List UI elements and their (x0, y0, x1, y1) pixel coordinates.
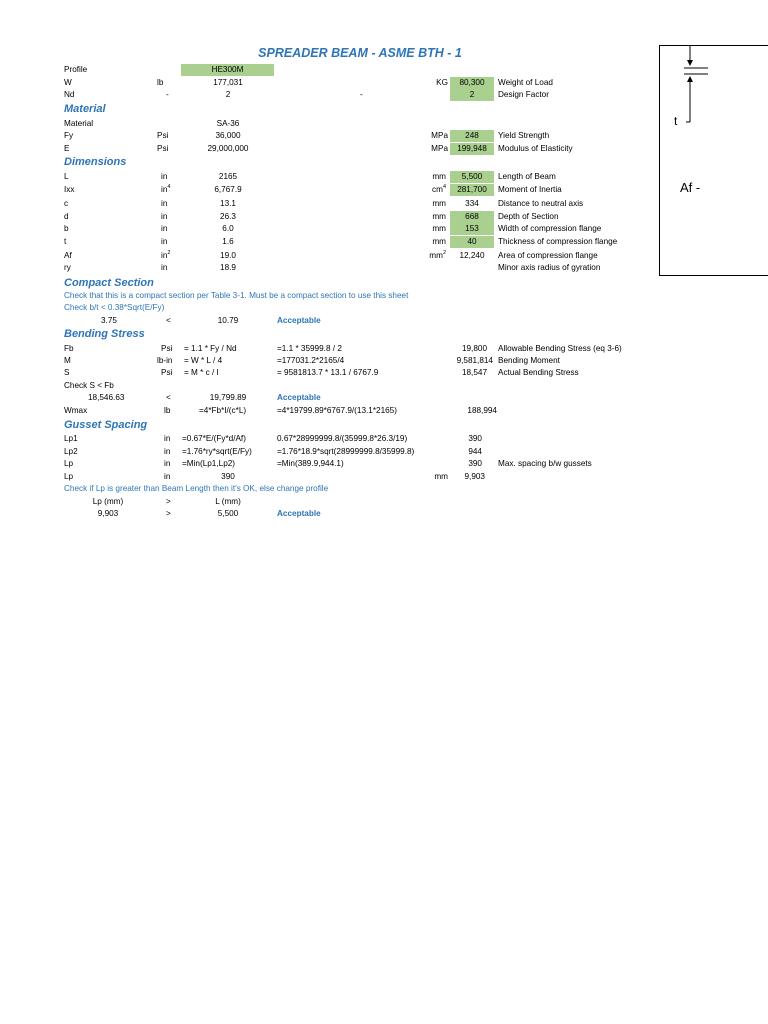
dim-desc (498, 184, 562, 196)
dimensions-heading: Dimensions (64, 156, 127, 168)
w-unit: lb (157, 78, 164, 87)
dim-si-value[interactable] (450, 236, 494, 248)
dim-si-unit (420, 250, 446, 262)
dim-value (190, 211, 266, 223)
nd-si-value[interactable]: 2 (450, 89, 494, 101)
e-label: E (64, 144, 70, 153)
dim-desc (498, 250, 598, 262)
dim-label (64, 236, 66, 248)
dim-unit-text: in (161, 185, 168, 194)
dim-desc-text: Length of Beam (498, 172, 556, 181)
dim-si-unit (420, 262, 446, 274)
dim-label (64, 171, 69, 183)
dim-unit-text: in (161, 212, 168, 221)
w-value: 177,031 (213, 78, 243, 87)
nd-mid: - (360, 90, 363, 99)
dim-si-value[interactable] (450, 184, 494, 196)
lp-value: 390 (468, 459, 482, 468)
dim-si-unit-sup: 2 (442, 250, 446, 256)
material-heading: Material (64, 103, 106, 115)
wmax-unit: lb (164, 406, 171, 415)
check-s-fb-result: Acceptable (277, 393, 321, 402)
s-formula: = M * c / I (184, 368, 219, 377)
m-label: M (64, 356, 71, 365)
profile-label: Profile (64, 65, 88, 74)
gusset-op: > (166, 509, 171, 518)
fy-label: Fy (64, 131, 74, 140)
dim-si-unit (420, 236, 446, 248)
dim-unit-text: in (161, 263, 168, 272)
lp-mm-value: 9,903 (464, 472, 485, 481)
w-label: W (64, 78, 72, 87)
dim-value-text: 26.3 (220, 212, 236, 221)
lp-desc: Max. spacing b/w gussets (498, 459, 592, 468)
dim-desc-text: Minor axis radius of gyration (498, 263, 601, 272)
material-label: Material (64, 119, 94, 128)
compact-lhs: 3.75 (101, 316, 117, 325)
nd-desc: Design Factor (498, 90, 549, 99)
compact-heading: Compact Section (64, 277, 154, 289)
dim-si-unit (420, 184, 446, 196)
fy-si-value[interactable]: 248 (450, 130, 494, 142)
lp-mm-si-unit: mm (434, 472, 448, 481)
dim-si-unit-text: mm (432, 237, 446, 246)
dim-si-unit-text: mm (432, 224, 446, 233)
m-value: 9,581,814 (456, 356, 493, 365)
dim-label (64, 223, 69, 235)
dim-label (64, 250, 72, 262)
fb-formula: = 1.1 * Fy / Nd (184, 344, 237, 353)
w-desc: Weight of Load (498, 78, 553, 87)
gusset-lhs: 9,903 (97, 509, 119, 518)
dim-unit-sup: 2 (167, 250, 171, 256)
t-label: t (674, 114, 678, 128)
lp1-unit: in (164, 434, 171, 443)
dim-unit-sup: 4 (167, 184, 171, 190)
lp2-value: 944 (468, 447, 482, 456)
dim-value (190, 223, 266, 235)
dim-label-text: d (64, 212, 69, 221)
dim-value-text: 13.1 (220, 199, 236, 208)
dim-si-unit (420, 223, 446, 235)
m-formula: = W * L / 4 (184, 356, 223, 365)
material-value: SA-36 (216, 119, 240, 128)
fb-calc: =1.1 * 35999.8 / 2 (277, 344, 342, 353)
e-si-unit: MPa (431, 144, 448, 153)
e-si-value[interactable]: 199,948 (450, 143, 494, 155)
dim-desc (498, 211, 559, 223)
fb-unit: Psi (161, 344, 173, 353)
dim-label (64, 198, 68, 210)
lp-mm-formula: 390 (221, 472, 235, 481)
s-unit: Psi (161, 368, 173, 377)
dim-value-text: 2165 (218, 172, 238, 181)
fb-desc: Allowable Bending Stress (eq 3-6) (498, 344, 622, 353)
lp2-formula: =1.76*ry*sqrt(E/Fy) (182, 447, 252, 456)
fb-value: 19,800 (461, 344, 487, 353)
dim-si-value-text: 281,700 (457, 185, 487, 194)
wmax-formula: =4*Fb*I/(c*L) (199, 406, 247, 415)
dim-unit (161, 211, 167, 223)
dim-si-unit (420, 171, 446, 183)
dim-label (64, 262, 71, 274)
gusset-rhs: 5,500 (217, 509, 239, 518)
dim-desc (498, 198, 583, 210)
e-unit: Psi (157, 144, 169, 153)
af-label: Af - (680, 180, 701, 195)
lp2-unit: in (164, 447, 171, 456)
dim-unit-text: in (161, 199, 168, 208)
dim-si-value-text: 40 (467, 237, 477, 246)
check-s-fb-op: < (166, 393, 171, 402)
gusset-hdr-op: > (166, 497, 171, 506)
dim-si-unit-text: mm (432, 199, 446, 208)
dim-value (190, 262, 266, 274)
dim-desc (498, 262, 600, 274)
dim-value (190, 250, 266, 262)
lp-mm-label: Lp (64, 472, 74, 481)
dim-value (190, 236, 266, 248)
bending-heading: Bending Stress (64, 328, 145, 340)
dim-unit (161, 184, 170, 196)
lp1-formula: =0.67*E/(Fy*d/Af) (182, 434, 246, 443)
dim-si-value[interactable] (450, 223, 494, 235)
m-desc: Bending Moment (498, 356, 560, 365)
dim-unit-text: in (161, 251, 168, 260)
dim-desc (498, 171, 556, 183)
dim-value-text: 18.9 (220, 263, 236, 272)
dim-si-value[interactable] (450, 171, 494, 183)
dim-si-value-text: 12,240 (459, 251, 485, 260)
dim-unit (161, 171, 167, 183)
fy-desc: Yield Strength (498, 131, 550, 140)
dim-label-text: b (64, 224, 69, 233)
check-s-fb-rhs: 19,799.89 (209, 393, 247, 402)
profile-value[interactable]: HE300M (181, 64, 274, 76)
lp2-calc: =1.76*18.9*sqrt(28999999.8/35999.8) (277, 447, 415, 456)
dim-unit (161, 223, 167, 235)
lp-calc: =Min(389.9,944.1) (277, 459, 344, 468)
dim-label-text: c (64, 199, 69, 208)
check-s-fb-lhs: 18,546.63 (88, 393, 125, 402)
check-s-fb-label: Check S < Fb (64, 381, 114, 390)
dim-label-text: Af (64, 251, 72, 260)
dim-value (190, 171, 266, 183)
lp-unit: in (164, 459, 171, 468)
dim-unit (161, 262, 167, 274)
dim-label (64, 211, 69, 223)
compact-note: Check that this is a compact section per Table 3-1. Must be a compact section to use this sheet (64, 291, 409, 300)
dim-si-value-text: 153 (465, 224, 479, 233)
fy-si-unit: MPa (431, 131, 448, 140)
flange-dimension-drawing (660, 46, 768, 275)
e-desc: Modulus of Elasticity (498, 144, 573, 153)
dim-si-value (450, 262, 494, 274)
dim-desc (498, 236, 617, 248)
gusset-hdr-lp: Lp (mm) (92, 497, 124, 506)
gusset-heading: Gusset Spacing (64, 419, 148, 431)
lp1-label: Lp1 (64, 434, 78, 443)
dim-si-value (450, 198, 494, 210)
gusset-hdr-l: L (mm) (215, 497, 241, 506)
dim-value-text: 6,767.9 (214, 185, 242, 194)
dim-unit (161, 198, 167, 210)
dim-value (190, 184, 266, 196)
dim-label-text: L (64, 172, 69, 181)
dim-desc-text: Distance to neutral axis (498, 199, 584, 208)
compact-result: Acceptable (277, 316, 321, 325)
beam-section-diagram (659, 45, 768, 276)
dim-value-text: 6.0 (222, 224, 234, 233)
dim-unit-text: in (161, 224, 168, 233)
dim-label-text: Ixx (64, 185, 75, 194)
lp-formula: =Min(Lp1,Lp2) (182, 459, 236, 468)
dim-value-text: 19.0 (220, 251, 236, 260)
gusset-result: Acceptable (277, 509, 321, 518)
s-desc: Actual Bending Stress (498, 368, 579, 377)
gusset-note: Check if Lp is greater than Beam Length then it's OK, else change profile (64, 484, 329, 493)
dim-label (64, 184, 74, 196)
fy-unit: Psi (157, 131, 169, 140)
dim-si-value[interactable] (450, 211, 494, 223)
dim-unit (161, 236, 167, 248)
sheet-title: SPREADER BEAM - ASME BTH - 1 (258, 46, 462, 60)
dim-desc-text: Width of compression flange (498, 224, 602, 233)
compact-check: Check b/t < 0.38*Sqrt(E/Fy) (64, 303, 165, 312)
dim-si-unit-text: mm (432, 172, 446, 181)
s-calc: = 9581813.7 * 13.1 / 6767.9 (277, 368, 379, 377)
dim-si-value-text: 668 (465, 212, 479, 221)
dim-si-value-text: 334 (465, 199, 479, 208)
lp1-calc: 0.67*28999999.8/(35999.8*26.3/19) (277, 434, 408, 443)
dim-unit-text: in (161, 237, 168, 246)
dim-si-unit-sup: 4 (442, 184, 446, 190)
wmax-label: Wmax (64, 406, 88, 415)
dim-desc (498, 223, 601, 235)
dim-si-unit (420, 211, 446, 223)
w-si-value[interactable]: 80,300 (450, 77, 494, 89)
fy-value: 36,000 (215, 131, 241, 140)
dim-desc-text: Area of compression flange (498, 251, 598, 260)
nd-value: 2 (225, 90, 231, 99)
s-value: 18,547 (461, 368, 487, 377)
m-calc: =177031.2*2165/4 (277, 356, 345, 365)
dim-desc-text: Moment of Inertia (498, 185, 562, 194)
lp1-value: 390 (468, 434, 482, 443)
dim-label-text: ry (64, 263, 71, 272)
lp-mm-unit: in (164, 472, 171, 481)
dim-si-value-text: 5,500 (461, 172, 483, 181)
wmax-value: 188,994 (467, 406, 497, 415)
lp2-label: Lp2 (64, 447, 78, 456)
dim-si-unit-text: mm (429, 251, 443, 260)
w-si-unit: KG (436, 78, 448, 87)
e-value: 29,000,000 (207, 144, 249, 153)
lp-label: Lp (64, 459, 74, 468)
nd-unit: - (166, 90, 169, 99)
dim-desc-text: Thickness of compression flange (498, 237, 618, 246)
dim-si-unit (420, 198, 446, 210)
s-label: S (64, 368, 70, 377)
dim-unit-text: in (161, 172, 168, 181)
dim-si-unit-text: cm (432, 185, 443, 194)
dim-label-text: t (64, 237, 67, 246)
dim-si-value (450, 250, 494, 262)
dim-value (190, 198, 266, 210)
m-unit: lb-in (157, 356, 173, 365)
compact-op: < (166, 316, 171, 325)
compact-rhs: 10.79 (217, 316, 239, 325)
wmax-calc: =4*19799.89*6767.9/(13.1*2165) (277, 406, 397, 415)
dim-desc-text: Depth of Section (498, 212, 559, 221)
dim-unit (161, 250, 170, 262)
nd-label: Nd (64, 90, 75, 99)
dim-si-unit-text: mm (432, 212, 446, 221)
dim-value-text: 1.6 (222, 237, 234, 246)
fb-label: Fb (64, 344, 74, 353)
